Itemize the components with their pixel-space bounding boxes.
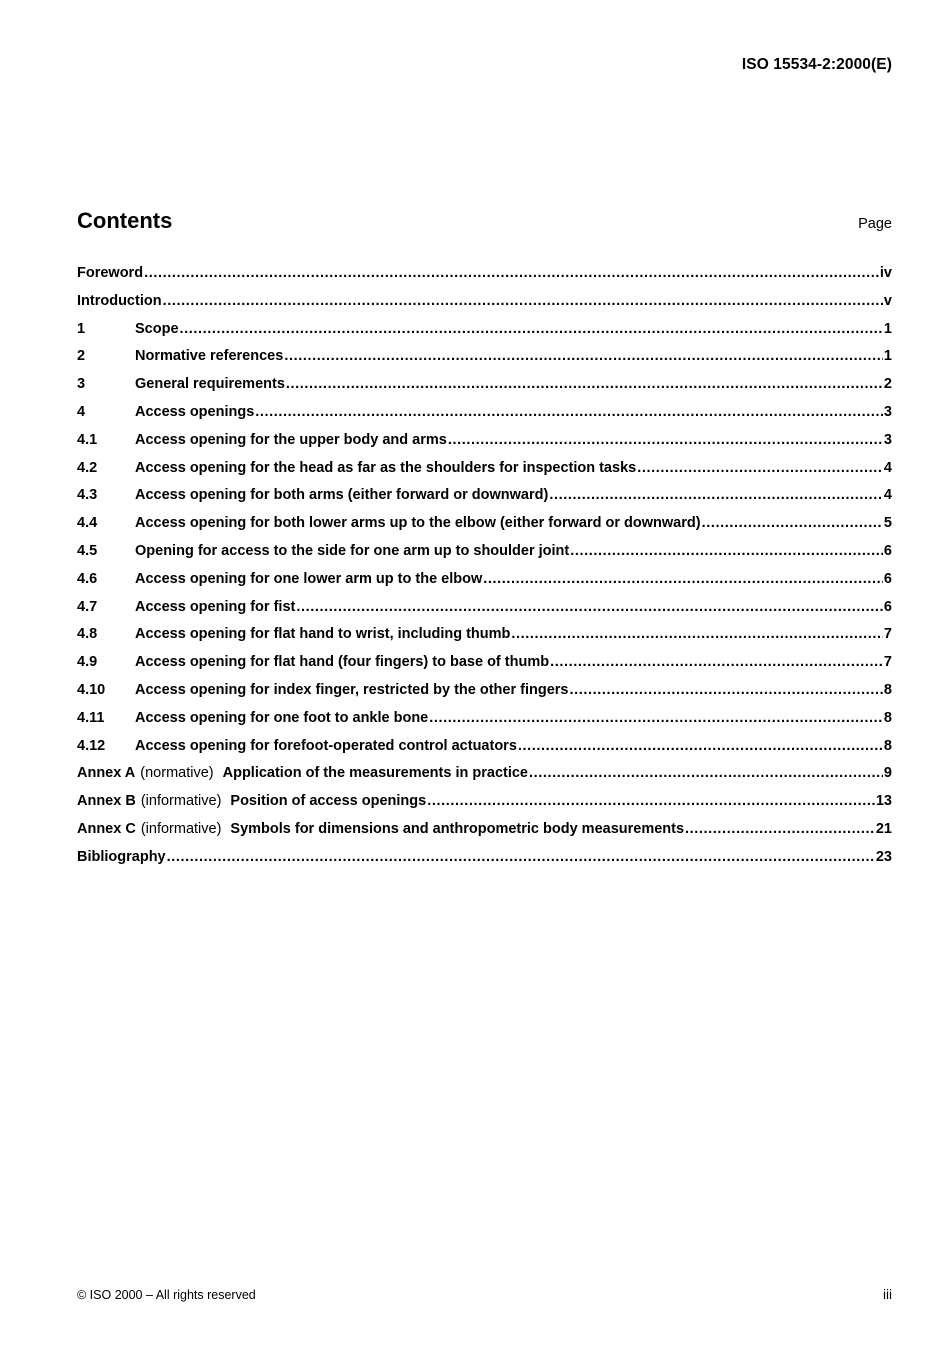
toc-entry-page: 8 bbox=[883, 709, 892, 726]
annex-type: (informative) bbox=[140, 793, 222, 810]
annex-label: Annex A bbox=[77, 765, 136, 782]
toc-entry-title: Access opening for both arms (either forward or downward) bbox=[135, 487, 549, 504]
toc-entry-number: 4.12 bbox=[77, 737, 106, 754]
table-of-contents bbox=[77, 265, 892, 877]
annex-type: (informative) bbox=[140, 820, 222, 837]
toc-entry-number: 1 bbox=[77, 320, 86, 337]
toc-entry[interactable] bbox=[77, 738, 892, 766]
toc-entry[interactable] bbox=[77, 376, 892, 404]
contents-header bbox=[77, 208, 892, 234]
toc-entry-page: 7 bbox=[883, 626, 892, 643]
toc-entry[interactable] bbox=[77, 460, 892, 488]
toc-entry-title: Access opening for the head as far as the shoulders for inspection tasks bbox=[135, 459, 637, 476]
toc-dot-leader bbox=[637, 460, 883, 476]
toc-entry[interactable] bbox=[77, 710, 892, 738]
toc-entry-number: 3 bbox=[77, 376, 86, 393]
toc-entry-number: 4.6 bbox=[77, 570, 98, 587]
toc-entry-foreword[interactable] bbox=[77, 265, 892, 293]
toc-dot-leader bbox=[448, 432, 883, 448]
toc-entry[interactable] bbox=[77, 487, 892, 515]
toc-entry-page: 4 bbox=[883, 487, 892, 504]
toc-entry-number: 4.7 bbox=[77, 598, 98, 615]
toc-entry-page: iv bbox=[879, 265, 892, 281]
toc-entry-number: 4.4 bbox=[77, 515, 98, 532]
toc-entry-title: Foreword bbox=[77, 265, 144, 281]
toc-entry-page: 3 bbox=[883, 431, 892, 448]
toc-dot-leader bbox=[286, 376, 883, 392]
toc-entry[interactable] bbox=[77, 543, 892, 571]
toc-entry-title: Access opening for one lower arm up to the elbow bbox=[135, 570, 483, 587]
toc-dot-leader bbox=[163, 293, 883, 309]
toc-entry-annex-c[interactable] bbox=[77, 821, 892, 849]
toc-entry-page: 1 bbox=[883, 348, 892, 365]
toc-dot-leader bbox=[702, 515, 883, 531]
toc-entry-title: Application of the measurements in practice bbox=[222, 765, 528, 782]
footer-page-number: iii bbox=[883, 1287, 892, 1302]
toc-entry[interactable] bbox=[77, 321, 892, 349]
toc-entry-title: Symbols for dimensions and anthropometric body measurements bbox=[230, 820, 685, 837]
toc-dot-leader bbox=[427, 793, 875, 809]
toc-entry-page: 5 bbox=[883, 515, 892, 532]
toc-entry-introduction[interactable] bbox=[77, 293, 892, 321]
toc-entry-number: 4.1 bbox=[77, 431, 98, 448]
toc-entry-page: 7 bbox=[883, 654, 892, 671]
annex-label: Annex B bbox=[77, 793, 136, 810]
toc-dot-leader bbox=[483, 571, 883, 587]
toc-entry-title: General requirements bbox=[135, 376, 285, 393]
toc-dot-leader bbox=[529, 765, 883, 781]
toc-entry-page: 2 bbox=[883, 376, 892, 393]
toc-entry-annex-a[interactable] bbox=[77, 765, 892, 793]
toc-entry-title: Access opening for both lower arms up to the elbow (either forward or downward) bbox=[135, 515, 701, 532]
toc-entry-page: 3 bbox=[883, 403, 892, 420]
toc-entry-number: 2 bbox=[77, 348, 86, 365]
toc-dot-leader bbox=[685, 821, 875, 837]
toc-entry-page: 21 bbox=[875, 820, 892, 837]
toc-entry[interactable] bbox=[77, 571, 892, 599]
toc-entry[interactable] bbox=[77, 515, 892, 543]
toc-entry-title: Access openings bbox=[135, 403, 255, 420]
toc-dot-leader bbox=[180, 321, 883, 337]
toc-entry-number: 4.11 bbox=[77, 709, 105, 726]
contents-title: Contents bbox=[77, 208, 173, 233]
toc-entry-title: Access opening for fist bbox=[135, 598, 296, 615]
toc-entry[interactable] bbox=[77, 654, 892, 682]
toc-entry-page: 1 bbox=[883, 320, 892, 337]
toc-entry[interactable] bbox=[77, 599, 892, 627]
toc-entry-page: 6 bbox=[883, 598, 892, 615]
toc-entry-page: 13 bbox=[875, 793, 892, 810]
toc-entry-title: Introduction bbox=[77, 292, 162, 309]
annex-label: Annex C bbox=[77, 820, 136, 837]
toc-dot-leader bbox=[549, 487, 883, 503]
toc-dot-leader bbox=[284, 348, 883, 364]
toc-entry-title: Access opening for flat hand (four fingers) to base of thumb bbox=[135, 654, 550, 671]
toc-entry-page: 23 bbox=[875, 848, 892, 865]
toc-dot-leader bbox=[167, 849, 875, 865]
toc-entry-page: 6 bbox=[883, 542, 892, 559]
toc-entry[interactable] bbox=[77, 432, 892, 460]
toc-entry[interactable] bbox=[77, 626, 892, 654]
toc-entry-page: v bbox=[883, 292, 892, 309]
toc-dot-leader bbox=[255, 404, 883, 420]
toc-dot-leader bbox=[570, 543, 883, 559]
toc-entry-page: 9 bbox=[883, 765, 892, 782]
toc-entry-number: 4.8 bbox=[77, 626, 98, 643]
toc-entry-title: Scope bbox=[135, 320, 179, 337]
toc-entry-title: Normative references bbox=[135, 348, 284, 365]
toc-entry-number: 4.5 bbox=[77, 542, 98, 559]
toc-entry-page: 8 bbox=[883, 681, 892, 698]
document-id: ISO 15534-2:2000(E) bbox=[741, 56, 892, 73]
toc-entry-number: 4.2 bbox=[77, 459, 98, 476]
toc-entry[interactable] bbox=[77, 682, 892, 710]
toc-dot-leader bbox=[144, 265, 879, 281]
page-column-label: Page bbox=[858, 216, 892, 232]
toc-entry-title: Position of access openings bbox=[230, 793, 427, 810]
toc-dot-leader bbox=[570, 682, 883, 698]
toc-entry-title: Opening for access to the side for one arm up to shoulder joint bbox=[135, 542, 570, 559]
toc-entry-number: 4.3 bbox=[77, 487, 98, 504]
toc-entry-number: 4 bbox=[77, 403, 86, 420]
toc-entry-number: 4.9 bbox=[77, 654, 98, 671]
toc-entry-title: Access opening for flat hand to wrist, including thumb bbox=[135, 626, 511, 643]
toc-dot-leader bbox=[550, 654, 883, 670]
toc-entry-annex-b[interactable] bbox=[77, 793, 892, 821]
toc-entry-page: 4 bbox=[883, 459, 892, 476]
toc-entry-title: Access opening for one foot to ankle bone bbox=[135, 709, 429, 726]
footer-copyright: © ISO 2000 – All rights reserved bbox=[77, 1288, 256, 1302]
toc-entry-title: Access opening for forefoot-operated control actuators bbox=[135, 737, 517, 754]
toc-entry-bibliography[interactable] bbox=[77, 849, 892, 877]
toc-entry-title: Access opening for index finger, restricted by the other fingers bbox=[135, 681, 569, 698]
toc-dot-leader bbox=[511, 626, 883, 642]
toc-dot-leader bbox=[518, 738, 883, 754]
toc-entry-title: Access opening for the upper body and arms bbox=[135, 431, 447, 448]
toc-entry-title: Bibliography bbox=[77, 848, 166, 865]
toc-entry-number: 4.10 bbox=[77, 681, 106, 698]
annex-type: (normative) bbox=[140, 765, 214, 782]
toc-entry-page: 6 bbox=[883, 570, 892, 587]
toc-dot-leader bbox=[296, 599, 883, 615]
toc-dot-leader bbox=[429, 710, 883, 726]
toc-entry[interactable] bbox=[77, 404, 892, 432]
toc-entry[interactable] bbox=[77, 348, 892, 376]
toc-entry-page: 8 bbox=[883, 737, 892, 754]
